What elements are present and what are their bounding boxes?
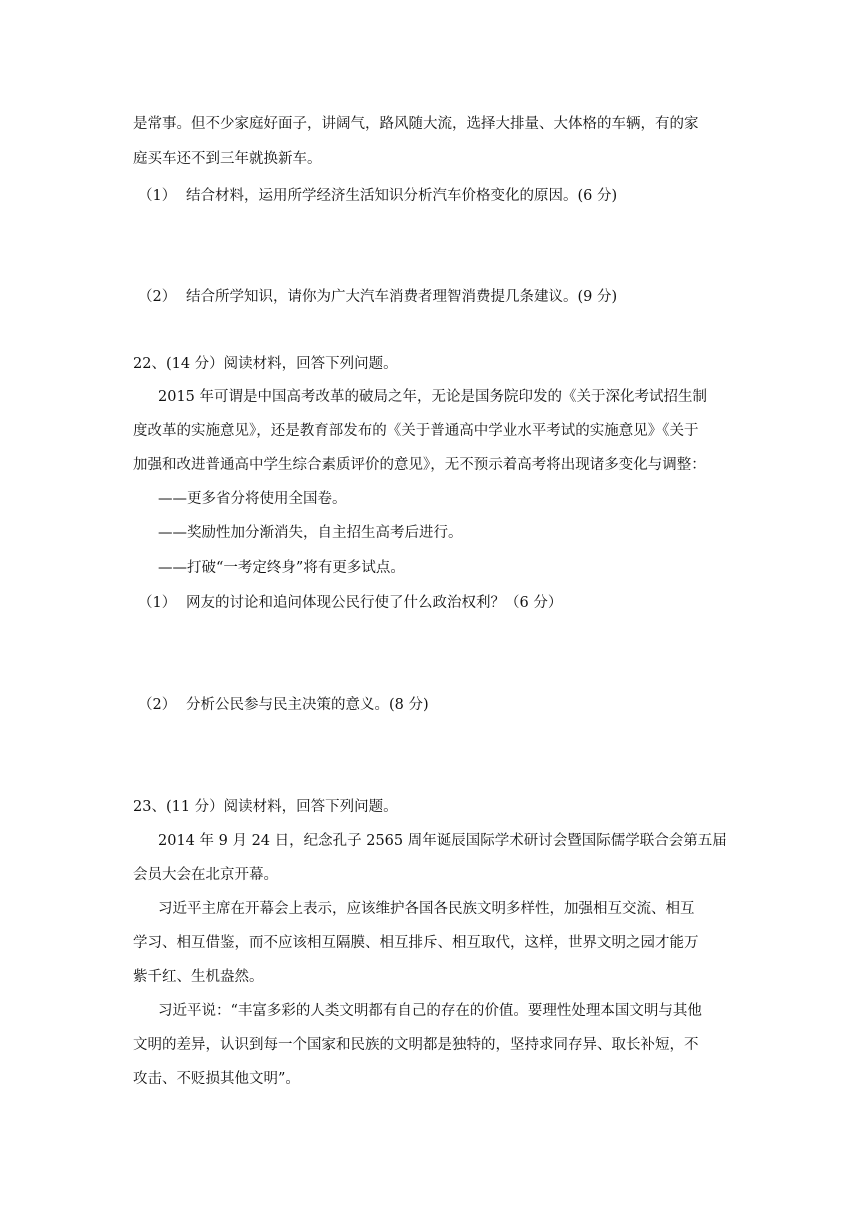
q23-paragraph-2-line-2: 学习、相互借鉴，而不应该相互隔膜、相互排斥、相互取代，这样，世界文明之园才能万 bbox=[133, 935, 699, 951]
q22-paragraph-line-2: 度改革的实施意见》，还是教育部发布的《关于普通高中学业水平考试的实施意见》《关于 bbox=[133, 423, 699, 439]
q23-header: 23、(11 分）阅读材料，回答下列问题。 bbox=[133, 799, 398, 815]
q23-paragraph-3-line-2: 文明的差异，认识到每一个国家和民族的文明都是独特的，坚持求同存异、取长补短，不 bbox=[133, 1037, 699, 1053]
q22-sub1-number: （1） bbox=[138, 595, 177, 611]
q23-paragraph-1-line-2: 会员大会在北京开幕。 bbox=[133, 867, 278, 883]
q22-sub2-number: （2） bbox=[138, 697, 177, 713]
q21-sub1-text: 结合材料，运用所学经济生活知识分析汽车价格变化的原因。(6 分) bbox=[186, 188, 618, 204]
intro-line-2: 庭买车还不到三年就换新车。 bbox=[133, 151, 322, 167]
q22-paragraph-line-3: 加强和改进普通高中学生综合素质评价的意见》，无不预示着高考将出现诸多变化与调整： bbox=[133, 457, 706, 473]
q23-paragraph-2-line-1: 习近平主席在开幕会上表示，应该维护各国各民族文明多样性，加强相互交流、相互 bbox=[158, 901, 695, 917]
q22-sub2-text: 分析公民参与民主决策的意义。(8 分) bbox=[186, 697, 429, 713]
q23-paragraph-3-line-1: 习近平说：“丰富多彩的人类文明都有自己的存在的价值。要理性处理本国文明与其他 bbox=[158, 1003, 702, 1019]
q22-sub1-text: 网友的讨论和追问体现公民行使了什么政治权利？（6 分） bbox=[186, 595, 563, 611]
q22-paragraph-line-1: 2015 年可谓是中国高考改革的破局之年，无论是国务院印发的《关于深化考试招生制 bbox=[158, 389, 708, 405]
q22-bullet-1: ——更多省分将使用全国卷。 bbox=[158, 491, 347, 507]
q21-sub2-number: （2） bbox=[138, 289, 177, 305]
q22-bullet-2: ——奖励性加分渐消失，自主招生高考后进行。 bbox=[158, 525, 463, 541]
q21-sub1-number: （1） bbox=[138, 188, 177, 204]
q21-sub2-text: 结合所学知识，请你为广大汽车消费者理智消费提几条建议。(9 分) bbox=[186, 289, 618, 305]
q23-paragraph-3-line-3: 攻击、不贬损其他文明”。 bbox=[133, 1071, 300, 1087]
q23-paragraph-2-line-3: 紫千红、生机盎然。 bbox=[133, 969, 264, 985]
q22-header: 22、(14 分）阅读材料，回答下列问题。 bbox=[133, 356, 398, 372]
q22-bullet-3: ——打破“一考定终身”将有更多试点。 bbox=[158, 560, 405, 576]
q23-paragraph-1-line-1: 2014 年 9 月 24 日，纪念孔子 2565 周年诞辰国际学术研讨会暨国际儒学联合会第五届 bbox=[158, 833, 727, 849]
intro-line-1: 是常事。但不少家庭好面子，讲阔气，路风随大流，选择大排量、大体格的车辆，有的家 bbox=[133, 116, 699, 132]
